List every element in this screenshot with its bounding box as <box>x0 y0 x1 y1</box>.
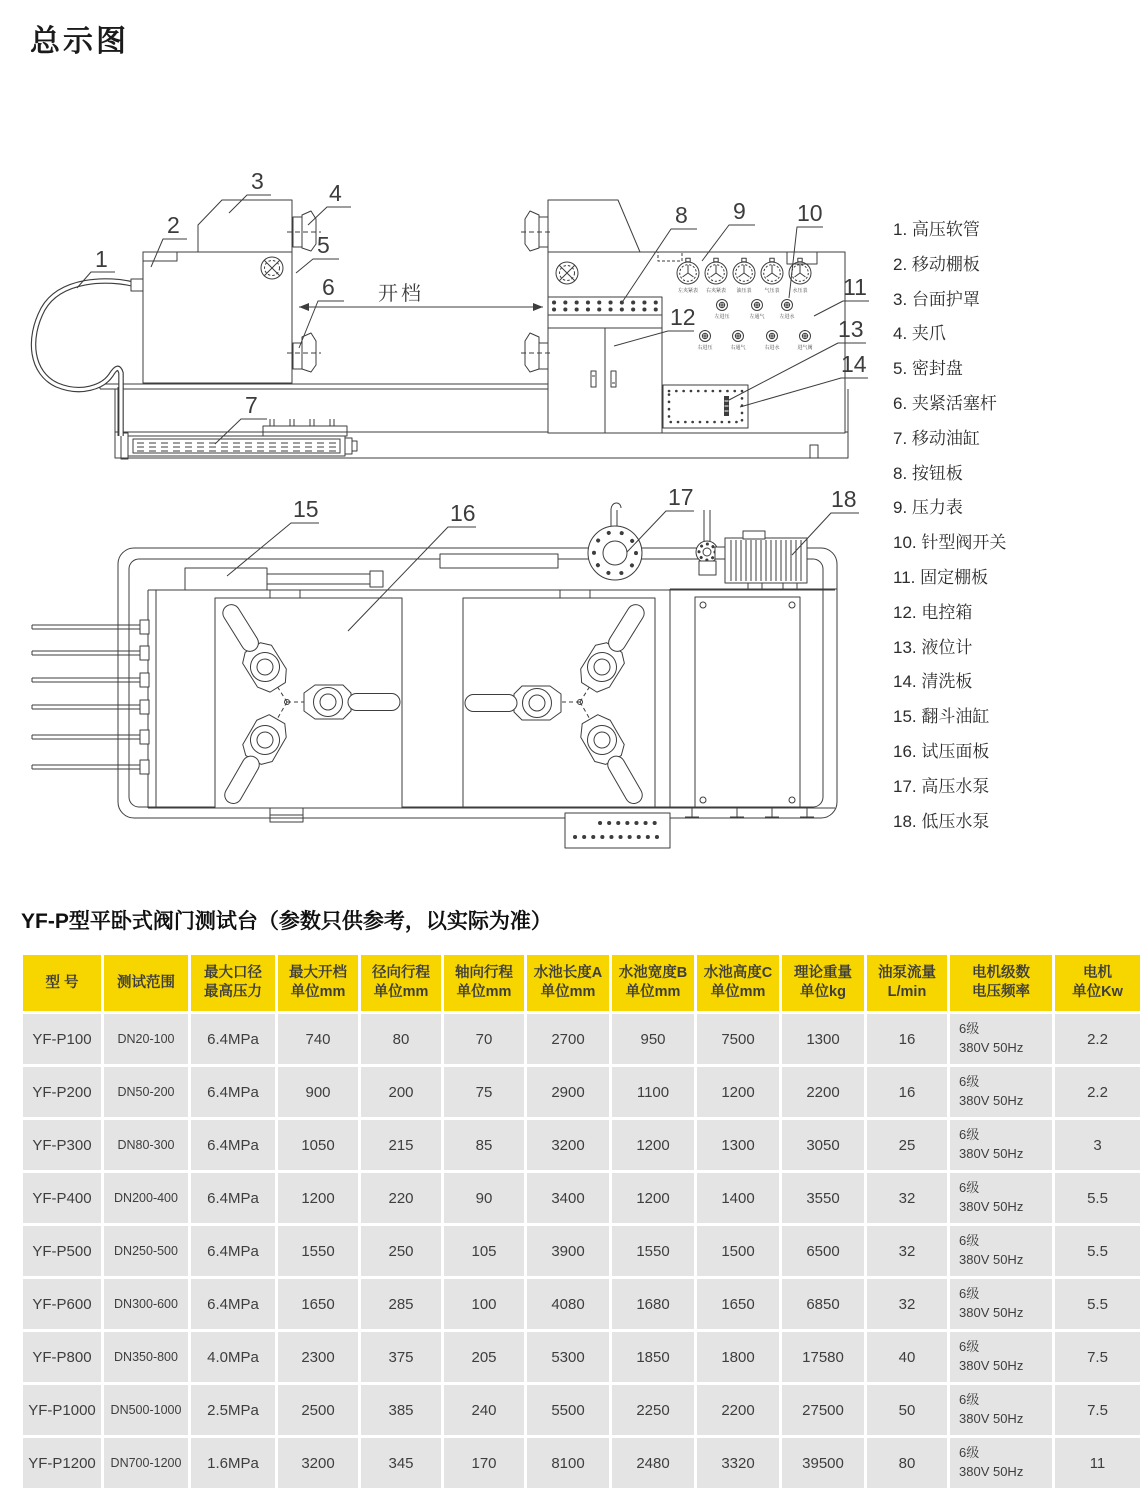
gauge-label: 右夹紧表 <box>705 288 727 294</box>
cell-radial: 285 <box>361 1279 441 1329</box>
cell-range: DN20-100 <box>104 1014 188 1064</box>
cell-pool-a: 2700 <box>527 1014 609 1064</box>
parts-list-item: 14. 清洗板 <box>893 672 973 692</box>
cell-gap: 1050 <box>278 1120 358 1170</box>
cell-power: 11 <box>1055 1438 1140 1488</box>
table-row <box>23 1385 1140 1435</box>
cell-pool-b: 2250 <box>612 1385 694 1435</box>
callout-9: 9 <box>733 198 746 224</box>
cell-pressure: 6.4MPa <box>191 1279 275 1329</box>
cell-flow: 80 <box>867 1438 947 1488</box>
callout-10: 10 <box>797 200 823 226</box>
cell-range: DN500-1000 <box>104 1385 188 1435</box>
table-row <box>23 1067 1140 1117</box>
col-header-axial: 轴向行程 单位mm <box>444 955 524 1011</box>
callout-8: 8 <box>675 202 688 228</box>
cell-model: YF-P100 <box>23 1014 101 1064</box>
cell-flow: 50 <box>867 1385 947 1435</box>
parts-list-item: 4. 夹爪 <box>893 324 946 344</box>
cell-axial: 170 <box>444 1438 524 1488</box>
cell-radial: 220 <box>361 1173 441 1223</box>
machine-diagram <box>15 95 870 885</box>
cell-gap: 1550 <box>278 1226 358 1276</box>
cell-pressure: 6.4MPa <box>191 1173 275 1223</box>
cell-pool-b: 1100 <box>612 1067 694 1117</box>
parts-list-item: 7. 移动油缸 <box>893 428 980 448</box>
cell-pool-c: 1500 <box>697 1226 779 1276</box>
cell-flow: 16 <box>867 1014 947 1064</box>
callout-1: 1 <box>95 246 108 272</box>
cell-weight: 17580 <box>782 1332 864 1382</box>
parts-list-item: 16. 试压面板 <box>893 741 990 761</box>
gauge-label: 油压表 <box>736 288 752 294</box>
cell-axial: 240 <box>444 1385 524 1435</box>
col-header-pool-a: 水池长度A 单位mm <box>527 955 609 1011</box>
knob-label: 右通气 <box>730 345 746 351</box>
col-header-range: 测试范围 <box>104 955 188 1011</box>
gauge-label: 水压表 <box>792 288 808 294</box>
parts-list-item: 18. 低压水泵 <box>893 811 990 831</box>
page-title: 总示图 <box>30 25 129 58</box>
col-header-model: 型 号 <box>23 955 101 1011</box>
cell-range: DN700-1200 <box>104 1438 188 1488</box>
parts-list-item: 10. 针型阀开关 <box>893 533 1007 553</box>
cell-pool-b: 1550 <box>612 1226 694 1276</box>
parts-list-item: 15. 翻斗油缸 <box>893 707 990 727</box>
cell-model: YF-P200 <box>23 1067 101 1117</box>
cell-radial: 250 <box>361 1226 441 1276</box>
cell-gap: 900 <box>278 1067 358 1117</box>
cell-model: YF-P800 <box>23 1332 101 1382</box>
knob-label: 左进水 <box>779 314 795 320</box>
cell-radial: 345 <box>361 1438 441 1488</box>
cell-gap: 2300 <box>278 1332 358 1382</box>
col-header-gap: 最大开档 单位mm <box>278 955 358 1011</box>
cell-weight: 2200 <box>782 1067 864 1117</box>
cell-pool-a: 3900 <box>527 1226 609 1276</box>
callout-11: 11 <box>843 274 867 300</box>
cell-range: DN80-300 <box>104 1120 188 1170</box>
cell-radial: 80 <box>361 1014 441 1064</box>
callout-7: 7 <box>245 392 258 418</box>
cell-motor: 6级 380V 50Hz <box>950 1173 1052 1223</box>
cell-model: YF-P500 <box>23 1226 101 1276</box>
callout-12: 12 <box>670 304 696 330</box>
callout-6: 6 <box>322 274 335 300</box>
cell-flow: 25 <box>867 1120 947 1170</box>
cell-radial: 385 <box>361 1385 441 1435</box>
cell-pool-c: 1800 <box>697 1332 779 1382</box>
knob-label: 右进压 <box>697 345 713 351</box>
cell-power: 5.5 <box>1055 1173 1140 1223</box>
cell-radial: 200 <box>361 1067 441 1117</box>
side-view-drawing <box>34 200 848 459</box>
cell-pool-b: 1680 <box>612 1279 694 1329</box>
cell-axial: 70 <box>444 1014 524 1064</box>
table-row <box>23 1120 1140 1170</box>
knob-label: 左通气 <box>749 314 765 320</box>
col-header-pressure: 最大口径 最高压力 <box>191 955 275 1011</box>
parts-list-item: 12. 电控箱 <box>893 602 973 622</box>
cell-weight: 1300 <box>782 1014 864 1064</box>
col-header-motor: 电机级数 电压频率 <box>950 955 1052 1011</box>
plan-view-drawing <box>32 503 837 848</box>
knob-label: 进气阀 <box>797 345 813 351</box>
cell-pool-a: 3200 <box>527 1120 609 1170</box>
cell-power: 7.5 <box>1055 1385 1140 1435</box>
cell-flow: 32 <box>867 1279 947 1329</box>
cell-flow: 32 <box>867 1173 947 1223</box>
cell-pool-a: 2900 <box>527 1067 609 1117</box>
cell-motor: 6级 380V 50Hz <box>950 1279 1052 1329</box>
callout-5: 5 <box>317 232 330 258</box>
parts-list-item: 8. 按钮板 <box>893 463 963 483</box>
callout-16: 16 <box>450 500 476 526</box>
cell-model: YF-P400 <box>23 1173 101 1223</box>
cell-power: 5.5 <box>1055 1279 1140 1329</box>
col-header-flow: 油泵流量 L/min <box>867 955 947 1011</box>
cell-range: DN200-400 <box>104 1173 188 1223</box>
cell-pool-c: 3320 <box>697 1438 779 1488</box>
col-header-power: 电机 单位Kw <box>1055 955 1140 1011</box>
cell-flow: 16 <box>867 1067 947 1117</box>
cell-pool-c: 1650 <box>697 1279 779 1329</box>
gap-dimension-label: 开档 <box>378 283 424 305</box>
cell-pressure: 6.4MPa <box>191 1067 275 1117</box>
table-row <box>23 1014 1140 1064</box>
cell-motor: 6级 380V 50Hz <box>950 1226 1052 1276</box>
cell-pool-a: 8100 <box>527 1438 609 1488</box>
col-header-weight: 理论重量 单位kg <box>782 955 864 1011</box>
cell-flow: 32 <box>867 1226 947 1276</box>
cell-motor: 6级 380V 50Hz <box>950 1332 1052 1382</box>
cell-pool-c: 1200 <box>697 1067 779 1117</box>
gauge-label: 左夹紧表 <box>677 288 699 294</box>
cell-axial: 90 <box>444 1173 524 1223</box>
cell-gap: 3200 <box>278 1438 358 1488</box>
callout-4: 4 <box>329 180 342 206</box>
cell-gap: 2500 <box>278 1385 358 1435</box>
cell-model: YF-P600 <box>23 1279 101 1329</box>
spec-table-title: YF-P型平卧式阀门测试台（参数只供参考，以实际为准） <box>21 910 552 933</box>
cell-gap: 1200 <box>278 1173 358 1223</box>
callout-14: 14 <box>841 351 867 377</box>
cell-power: 3 <box>1055 1120 1140 1170</box>
header-row <box>23 955 1140 1011</box>
cell-axial: 75 <box>444 1067 524 1117</box>
knob-label: 右进水 <box>764 345 780 351</box>
cell-pressure: 6.4MPa <box>191 1226 275 1276</box>
cell-pool-a: 5300 <box>527 1332 609 1382</box>
cell-weight: 6500 <box>782 1226 864 1276</box>
cell-power: 2.2 <box>1055 1067 1140 1117</box>
cell-pressure: 6.4MPa <box>191 1014 275 1064</box>
parts-list-item: 3. 台面护罩 <box>893 289 980 309</box>
cell-motor: 6级 380V 50Hz <box>950 1067 1052 1117</box>
callout-17: 17 <box>668 484 694 510</box>
cell-motor: 6级 380V 50Hz <box>950 1385 1052 1435</box>
parts-list-item: 11. 固定棚板 <box>893 567 989 587</box>
cell-power: 5.5 <box>1055 1226 1140 1276</box>
cell-axial: 85 <box>444 1120 524 1170</box>
cell-pool-c: 2200 <box>697 1385 779 1435</box>
cell-axial: 105 <box>444 1226 524 1276</box>
cell-radial: 215 <box>361 1120 441 1170</box>
cell-model: YF-P1000 <box>23 1385 101 1435</box>
cell-pressure: 4.0MPa <box>191 1332 275 1382</box>
cell-pool-b: 1200 <box>612 1173 694 1223</box>
cell-pressure: 2.5MPa <box>191 1385 275 1435</box>
callout-2: 2 <box>167 212 180 238</box>
cell-model: YF-P1200 <box>23 1438 101 1488</box>
cell-gap: 740 <box>278 1014 358 1064</box>
cell-pressure: 1.6MPa <box>191 1438 275 1488</box>
cell-weight: 27500 <box>782 1385 864 1435</box>
cell-pool-a: 3400 <box>527 1173 609 1223</box>
cell-axial: 205 <box>444 1332 524 1382</box>
cell-pool-b: 950 <box>612 1014 694 1064</box>
parts-list-item: 2. 移动棚板 <box>893 254 980 274</box>
parts-list-item: 17. 高压水泵 <box>893 776 990 796</box>
parts-list <box>893 220 1006 846</box>
table-row <box>23 1279 1140 1329</box>
cell-pressure: 6.4MPa <box>191 1120 275 1170</box>
callout-13: 13 <box>838 316 864 342</box>
cell-pool-c: 1400 <box>697 1173 779 1223</box>
gauge-label: 气压表 <box>764 288 780 294</box>
col-header-pool-b: 水池宽度B 单位mm <box>612 955 694 1011</box>
col-header-radial: 径向行程 单位mm <box>361 955 441 1011</box>
callout-3: 3 <box>251 168 264 194</box>
cell-motor: 6级 380V 50Hz <box>950 1438 1052 1488</box>
callout-18: 18 <box>831 486 857 512</box>
cell-pool-b: 1850 <box>612 1332 694 1382</box>
callout-15: 15 <box>293 496 319 522</box>
cell-model: YF-P300 <box>23 1120 101 1170</box>
cell-axial: 100 <box>444 1279 524 1329</box>
cell-range: DN300-600 <box>104 1279 188 1329</box>
cell-weight: 3050 <box>782 1120 864 1170</box>
cell-power: 2.2 <box>1055 1014 1140 1064</box>
cell-flow: 40 <box>867 1332 947 1382</box>
cell-pool-b: 2480 <box>612 1438 694 1488</box>
parts-list-item: 13. 液位计 <box>893 637 973 657</box>
parts-list-item: 6. 夹紧活塞杆 <box>893 393 997 413</box>
cell-pool-c: 7500 <box>697 1014 779 1064</box>
spec-table <box>20 952 1143 1491</box>
cell-range: DN350-800 <box>104 1332 188 1382</box>
table-row <box>23 1173 1140 1223</box>
table-row <box>23 1226 1140 1276</box>
cell-weight: 39500 <box>782 1438 864 1488</box>
parts-list-item: 9. 压力表 <box>893 498 963 518</box>
cell-motor: 6级 380V 50Hz <box>950 1014 1052 1064</box>
cell-range: DN250-500 <box>104 1226 188 1276</box>
cell-pool-a: 5500 <box>527 1385 609 1435</box>
cell-weight: 3550 <box>782 1173 864 1223</box>
parts-list-item: 1. 高压软管 <box>893 220 980 239</box>
cell-range: DN50-200 <box>104 1067 188 1117</box>
cell-weight: 6850 <box>782 1279 864 1329</box>
cell-power: 7.5 <box>1055 1332 1140 1382</box>
cell-gap: 1650 <box>278 1279 358 1329</box>
cell-pool-a: 4080 <box>527 1279 609 1329</box>
table-row <box>23 1438 1140 1488</box>
cell-radial: 375 <box>361 1332 441 1382</box>
cell-pool-c: 1300 <box>697 1120 779 1170</box>
cell-pool-b: 1200 <box>612 1120 694 1170</box>
col-header-pool-c: 水池高度C 单位mm <box>697 955 779 1011</box>
knob-label: 左进压 <box>714 314 730 320</box>
table-row <box>23 1332 1140 1382</box>
cell-motor: 6级 380V 50Hz <box>950 1120 1052 1170</box>
parts-list-item: 5. 密封盘 <box>893 359 963 379</box>
